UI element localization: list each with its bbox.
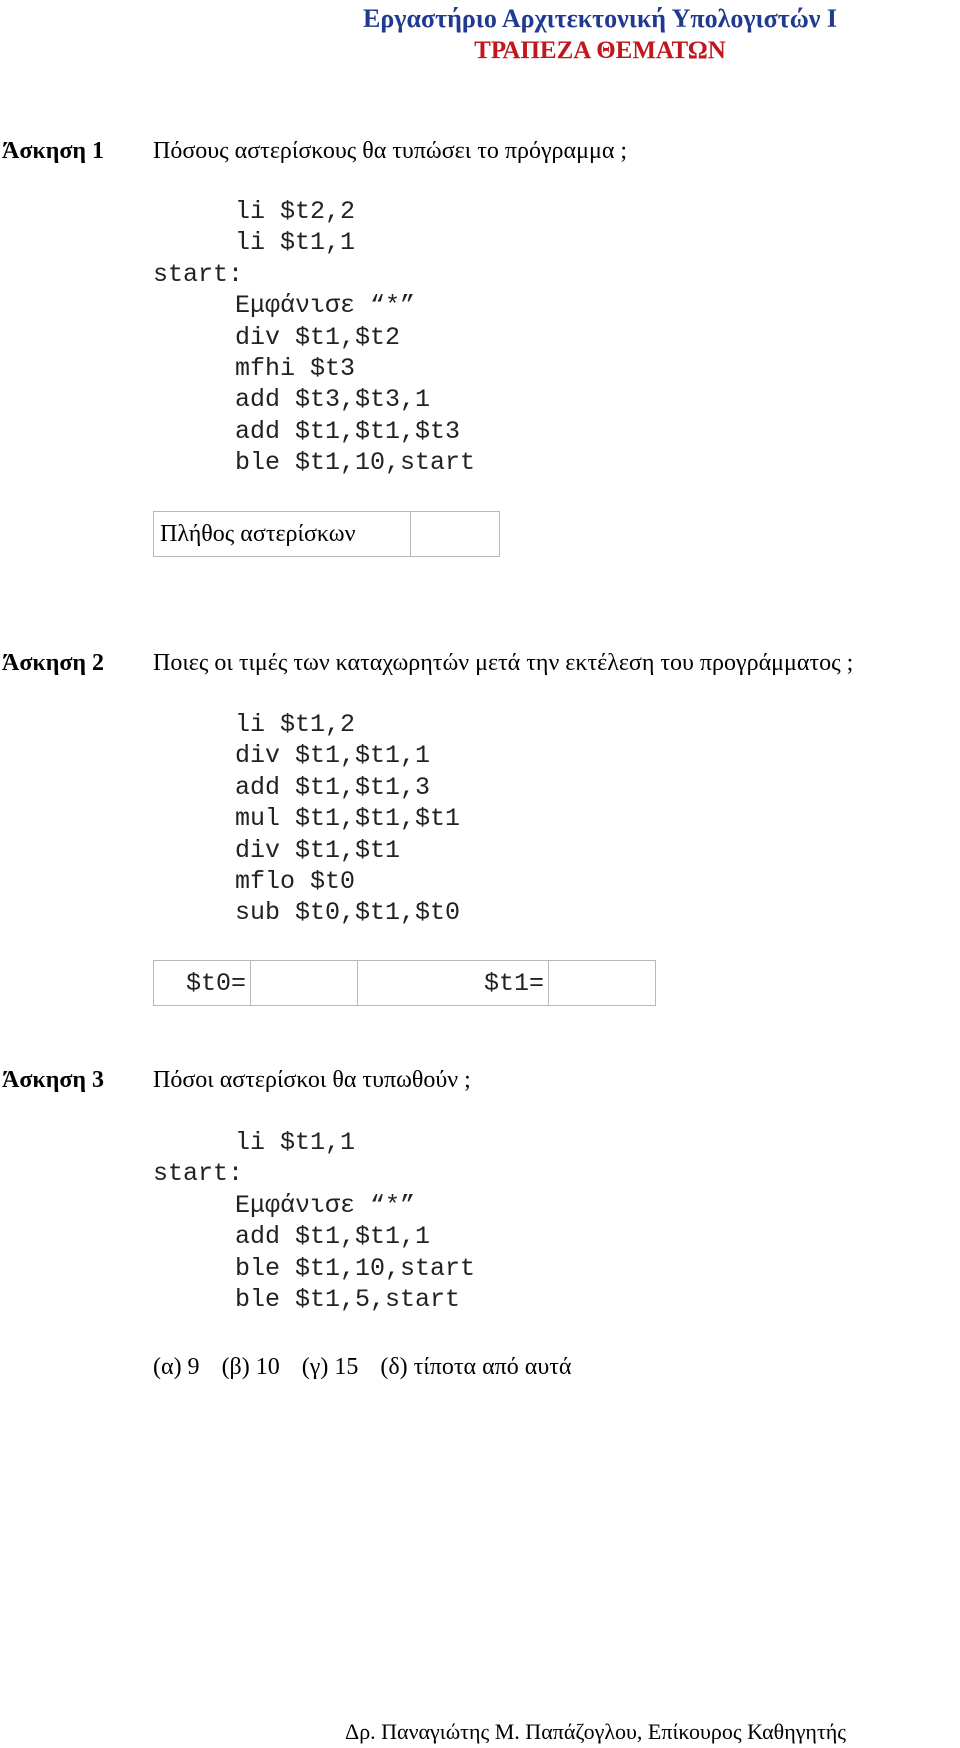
code-line: Εμφάνισε “*” — [235, 1190, 416, 1220]
code-line: div $t1,$t2 — [235, 322, 401, 352]
code-line: li $t2,2 — [235, 197, 356, 226]
exercise-2-label: Άσκηση 2 — [2, 650, 105, 676]
code-line: add $t1,$t1,1 — [235, 1222, 431, 1252]
exercise-2-question: Ποιες οι τιμές των καταχωρητών μετά την εκτέλεση του προγράμματος ; — [153, 650, 854, 676]
exercise-3-code — [153, 1127, 475, 1315]
code-line: li $t1,2 — [235, 710, 356, 739]
code-line: Εμφάνισε “*” — [235, 291, 416, 321]
code-line: ble $t1,10,start — [235, 1253, 476, 1283]
document-subtitle: ΤΡΑΠΕΖΑ ΘΕΜΑΤΩΝ — [474, 37, 726, 64]
code-line: mfhi $t3 — [235, 353, 356, 383]
option-c[interactable]: (γ) 15 — [301, 1354, 359, 1380]
exercise-2-code — [153, 709, 460, 929]
code-line: mflo $t0 — [235, 866, 356, 896]
code-line: add $t1,$t1,$t3 — [235, 416, 461, 446]
asterisk-count-answer-field[interactable] — [411, 512, 500, 557]
exercise-1-answer-table — [153, 511, 500, 557]
code-line: sub $t0,$t1,$t0 — [235, 898, 461, 928]
asterisk-count-label: Πλήθος αστερίσκων — [154, 512, 411, 557]
exercise-3-options — [153, 1352, 587, 1382]
code-line: ble $t1,10,start — [235, 448, 476, 478]
exercise-3-label: Άσκηση 3 — [2, 1067, 105, 1093]
code-line: ble $t1,5,start — [235, 1284, 461, 1314]
exercise-2-answer-table — [153, 960, 656, 1006]
code-label: start: — [153, 259, 244, 289]
t0-label: $t0= — [154, 961, 251, 1006]
code-line: li $t1,1 — [235, 228, 356, 258]
exercise-1-label: Άσκηση 1 — [2, 138, 105, 164]
option-a[interactable]: (α) 9 — [153, 1354, 200, 1380]
code-line: add $t1,$t1,3 — [235, 772, 431, 802]
t1-answer-field[interactable] — [549, 961, 656, 1006]
exercise-3-question: Πόσοι αστερίσκοι θα τυπωθούν ; — [153, 1067, 471, 1093]
t1-label: $t1= — [358, 961, 549, 1006]
code-line: div $t1,$t1,1 — [235, 741, 431, 771]
code-label: start: — [153, 1159, 244, 1189]
document-title: Εργαστήριο Αρχιτεκτονική Υπολογιστών Ι — [363, 4, 837, 33]
code-line: div $t1,$t1 — [235, 835, 401, 865]
exercise-1-question: Πόσους αστερίσκους θα τυπώσει το πρόγραμμα ; — [153, 138, 628, 164]
footer-author: Δρ. Παναγιώτης Μ. Παπάζογλου, Επίκουρος Καθηγητής — [345, 1719, 846, 1744]
option-b[interactable]: (β) 10 — [221, 1354, 280, 1380]
exercise-1-code — [153, 196, 475, 479]
code-line: add $t3,$t3,1 — [235, 385, 431, 415]
option-d[interactable]: (δ) τίποτα από αυτά — [380, 1354, 572, 1380]
t0-answer-field[interactable] — [251, 961, 358, 1006]
code-line: li $t1,1 — [235, 1128, 356, 1157]
code-line: mul $t1,$t1,$t1 — [235, 804, 461, 834]
